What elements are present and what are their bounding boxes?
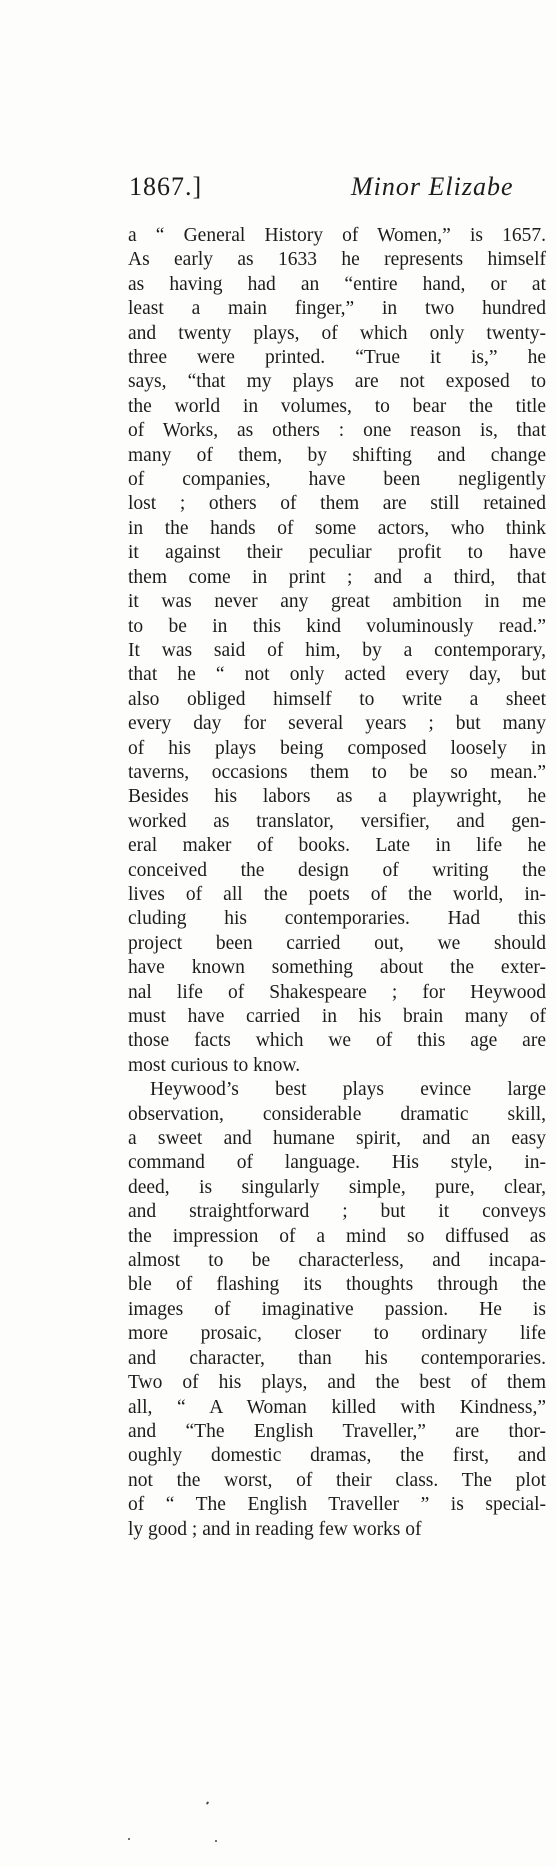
text-line: project been carried out, we should [128,932,546,954]
text-line: it against their peculiar profit to have [128,542,546,564]
text-line: in the hands of some actors, who think [128,517,546,539]
text-line: least a main finger,” in two hundred [128,298,546,320]
text-line: and straightforward ; but it conveys [128,1201,546,1223]
text-line: must have carried in his brain many of [128,1006,546,1027]
text-line: says, “that my plays are not exposed to [128,371,546,393]
text-line: Besides his labors as a playwright, he [128,786,546,808]
text-line: almost to be characterless, and incapa- [128,1250,546,1272]
text-line: most curious to know. [128,1054,301,1076]
text-line: the world in volumes, to bear the title [128,395,546,417]
ink-speck [128,1838,130,1840]
text-line: three were printed. “True it is,” he [128,347,546,369]
text-line: taverns, occasions them to be so mean.” [128,761,546,783]
ink-speck [206,1801,209,1805]
text-line: and character, than his contemporaries. [128,1347,546,1369]
page-header [129,172,557,206]
running-title: Minor Elizabe [351,172,514,201]
text-line: and twenty plays, of which only twenty- [128,322,546,344]
text-line: many of them, by shifting and change [128,444,546,466]
text-line: conceived the design of writing the [128,859,546,881]
text-line: Two of his plays, and the best of them [128,1372,546,1394]
text-line: to be in this kind voluminously read.” [128,615,546,637]
text-line: eral maker of books. Late in life he [128,835,546,857]
text-line: command of language. His style, in- [128,1152,546,1174]
text-line: them come in print ; and a third, that [128,566,546,588]
text-line: of Works, as others : one reason is, that [128,420,546,442]
text-line: as having had an “entire hand, or at [128,273,546,295]
text-line: As early as 1633 he represents himself [128,249,546,271]
text-line: images of imaginative passion. He is [128,1298,546,1320]
text-line: more prosaic, closer to ordinary life [128,1323,546,1345]
text-line: not the worst, of their class. The plot [128,1469,546,1491]
ink-speck [215,1840,217,1842]
body-text [128,224,546,1542]
text-line: of his plays being composed loosely in [128,737,546,759]
text-line: have known something about the exter- [128,957,546,979]
text-line: the impression of a mind so diffused as [128,1225,546,1247]
text-line: lost ; others of them are still retained [128,493,546,515]
text-line: a sweet and humane spirit, and an easy [128,1128,546,1150]
text-line: also obliged himself to write a sheet [128,688,546,710]
text-line: every day for several years ; but many [128,713,546,735]
text-line: it was never any great ambition in me [128,591,546,613]
text-line: oughly domestic dramas, the first, and [128,1445,546,1467]
text-line: observation, considerable dramatic skill, [128,1103,546,1125]
text-line: deed, is singularly simple, pure, clear, [128,1176,546,1198]
text-line: a “ General History of Women,” is 1657. [128,225,546,246]
text-line: It was said of him, by a contemporary, [128,639,546,661]
text-line: of “ The English Traveller ” is special- [128,1494,546,1516]
text-line: ly good ; and in reading few works of [128,1518,422,1540]
text-line: those facts which we of this age are [128,1030,546,1052]
text-line: that he “ not only acted every day, but [128,664,546,686]
text-line: cluding his contemporaries. Had this [128,908,546,930]
text-line: Heywood’s best plays evince large [150,1079,546,1101]
text-line: lives of all the poets of the world, in- [128,883,546,905]
text-line: nal life of Shakespeare ; for Heywood [128,981,546,1003]
page-number: 1867.] [129,172,203,201]
text-line: worked as translator, versifier, and gen- [128,810,546,832]
text-line: of companies, have been negligently [128,469,546,491]
text-line: all, “ A Woman killed with Kindness,” [128,1396,546,1418]
text-line: ble of flashing its thoughts through the [128,1274,546,1296]
text-line: and “The English Traveller,” are thor- [128,1420,546,1442]
